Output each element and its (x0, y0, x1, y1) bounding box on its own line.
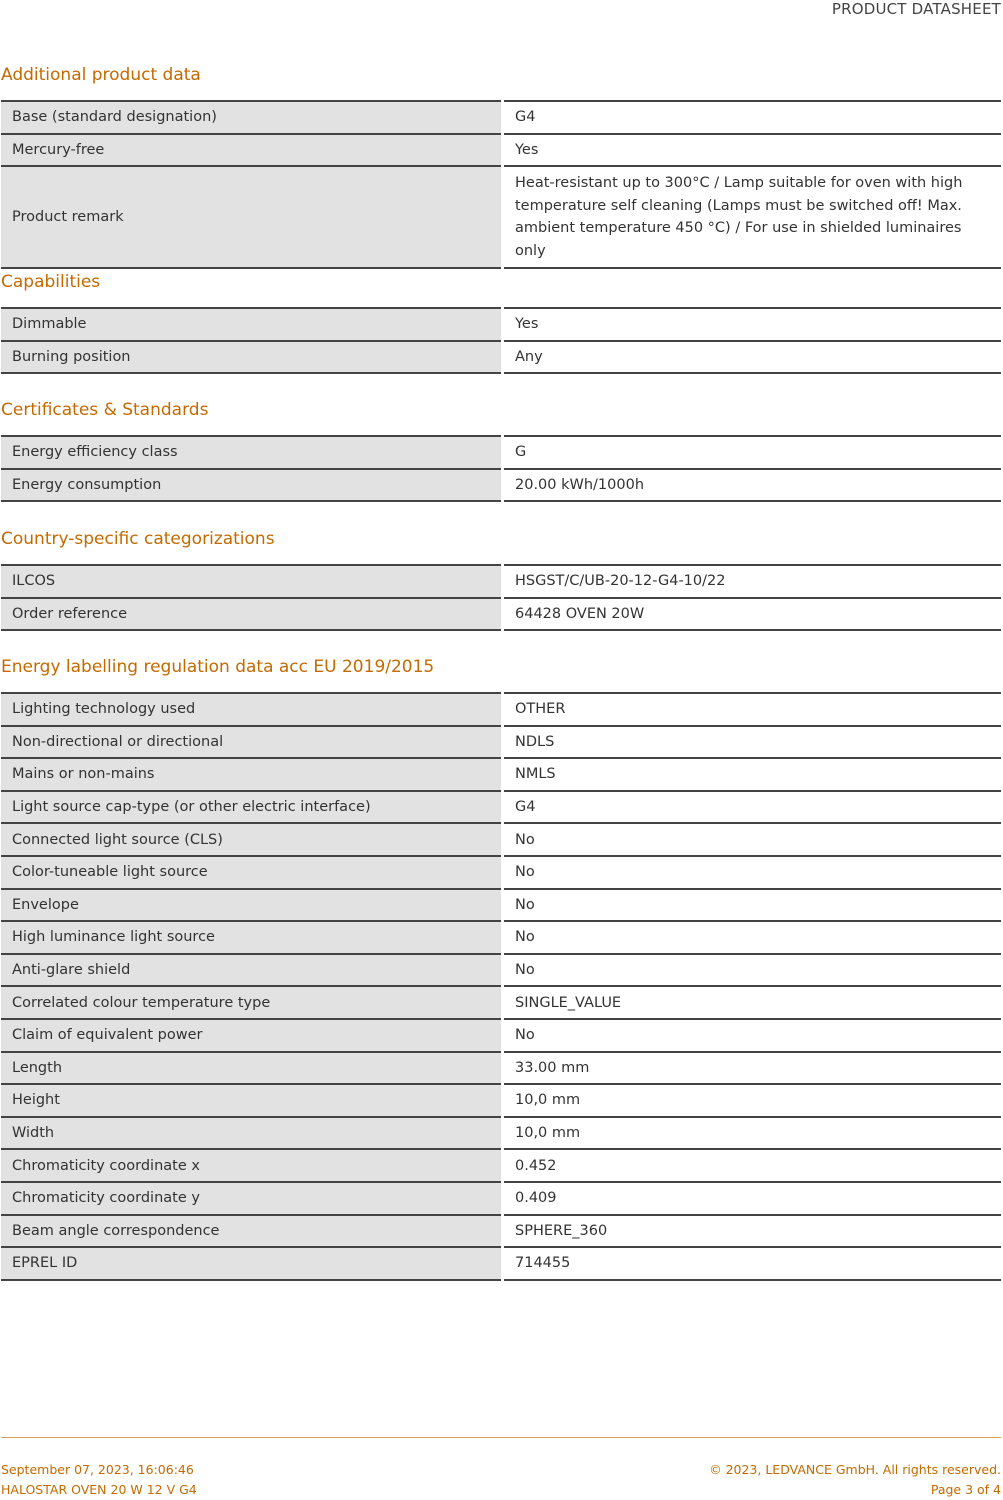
spec-value: 33.00 mm (503, 1052, 1002, 1085)
spec-value: No (503, 954, 1002, 987)
spec-value: SINGLE_VALUE (503, 986, 1002, 1019)
spec-value: No (503, 1019, 1002, 1052)
spec-row (1, 134, 1001, 167)
spec-value: NDLS (503, 726, 1002, 759)
spec-value: 10,0 mm (503, 1084, 1002, 1117)
spec-value: Heat-resistant up to 300°C / Lamp suitable for oven with high temperature self cleaning (Lamps must be switched off! Max. ambient temperature 450 °C) / For use in shielded luminaires only (503, 166, 1002, 268)
section-2 (1, 271, 1001, 374)
spec-row (1, 436, 1001, 469)
spec-row (1, 1117, 1001, 1150)
spec-table (1, 100, 1001, 269)
spec-row (1, 1052, 1001, 1085)
spec-row (1, 101, 1001, 134)
spec-row (1, 469, 1001, 502)
spec-label: Energy consumption (1, 469, 503, 502)
spec-value: No (503, 889, 1002, 922)
spec-label: EPREL ID (1, 1247, 503, 1280)
spec-row (1, 1084, 1001, 1117)
spec-row (1, 166, 1001, 268)
spec-value: Any (503, 341, 1002, 374)
spec-label: Connected light source (CLS) (1, 823, 503, 856)
spec-label: Length (1, 1052, 503, 1085)
spec-value: No (503, 823, 1002, 856)
spec-table (1, 692, 1001, 1281)
spec-value: 714455 (503, 1247, 1002, 1280)
spec-value: Yes (503, 308, 1002, 341)
spec-value: No (503, 921, 1002, 954)
spec-label: High luminance light source (1, 921, 503, 954)
spec-label: ILCOS (1, 565, 503, 598)
spec-row (1, 954, 1001, 987)
spec-row (1, 565, 1001, 598)
spec-label: Anti-glare shield (1, 954, 503, 987)
spec-label: Chromaticity coordinate y (1, 1182, 503, 1215)
spec-value: G4 (503, 791, 1002, 824)
spec-label: Height (1, 1084, 503, 1117)
section-4 (1, 528, 1001, 631)
spec-label: Mains or non-mains (1, 758, 503, 791)
spec-row (1, 791, 1001, 824)
footer-product-name: HALOSTAR OVEN 20 W 12 V G4 (1, 1482, 197, 1497)
footer-copyright: © 2023, LEDVANCE GmbH. All rights reserved. (709, 1462, 1001, 1477)
spec-label: Envelope (1, 889, 503, 922)
spec-row (1, 1215, 1001, 1248)
spec-value: SPHERE_360 (503, 1215, 1002, 1248)
spec-row (1, 889, 1001, 922)
spec-row (1, 341, 1001, 374)
spec-value: HSGST/C/UB-20-12-G4-10/22 (503, 565, 1002, 598)
spec-row (1, 308, 1001, 341)
spec-row (1, 986, 1001, 1019)
spec-row (1, 921, 1001, 954)
spec-row (1, 1182, 1001, 1215)
footer-divider (1, 1437, 1001, 1438)
section-5 (1, 656, 1001, 1281)
spec-label: Beam angle correspondence (1, 1215, 503, 1248)
spec-label: Order reference (1, 598, 503, 631)
spec-value: G (503, 436, 1002, 469)
spec-value: No (503, 856, 1002, 889)
spec-table (1, 435, 1001, 502)
spec-label: Light source cap-type (or other electric interface) (1, 791, 503, 824)
spec-row (1, 758, 1001, 791)
spec-label: Product remark (1, 166, 503, 268)
section-title: Country-specific categorizations (1, 529, 275, 549)
spec-label: Color-tuneable light source (1, 856, 503, 889)
footer-timestamp: September 07, 2023, 16:06:46 (1, 1462, 194, 1477)
spec-label: Dimmable (1, 308, 503, 341)
spec-row (1, 1149, 1001, 1182)
spec-row (1, 1247, 1001, 1280)
section-1 (1, 64, 1001, 269)
footer-page-number: Page 3 of 4 (930, 1482, 1001, 1497)
spec-value: 10,0 mm (503, 1117, 1002, 1150)
spec-label: Non-directional or directional (1, 726, 503, 759)
spec-row (1, 598, 1001, 631)
spec-row (1, 726, 1001, 759)
document-header: PRODUCT DATASHEET (831, 0, 1001, 18)
spec-row (1, 856, 1001, 889)
spec-value: 20.00 kWh/1000h (503, 469, 1002, 502)
spec-value: OTHER (503, 693, 1002, 726)
section-title: Additional product data (1, 65, 201, 85)
spec-table (1, 564, 1001, 631)
section-title: Energy labelling regulation data acc EU 2019/2015 (1, 657, 435, 677)
section-title: Capabilities (1, 272, 101, 292)
section-title: Certificates & Standards (1, 400, 209, 420)
spec-label: Correlated colour temperature type (1, 986, 503, 1019)
spec-label: Chromaticity coordinate x (1, 1149, 503, 1182)
spec-value: 0.452 (503, 1149, 1002, 1182)
section-3 (1, 399, 1001, 502)
spec-label: Width (1, 1117, 503, 1150)
spec-value: NMLS (503, 758, 1002, 791)
spec-value: G4 (503, 101, 1002, 134)
spec-value: Yes (503, 134, 1002, 167)
spec-label: Energy efficiency class (1, 436, 503, 469)
spec-value: 0.409 (503, 1182, 1002, 1215)
spec-label: Claim of equivalent power (1, 1019, 503, 1052)
spec-row (1, 823, 1001, 856)
spec-label: Burning position (1, 341, 503, 374)
spec-value: 64428 OVEN 20W (503, 598, 1002, 631)
spec-label: Base (standard designation) (1, 101, 503, 134)
spec-label: Mercury-free (1, 134, 503, 167)
spec-table (1, 307, 1001, 374)
spec-row (1, 693, 1001, 726)
spec-label: Lighting technology used (1, 693, 503, 726)
spec-row (1, 1019, 1001, 1052)
